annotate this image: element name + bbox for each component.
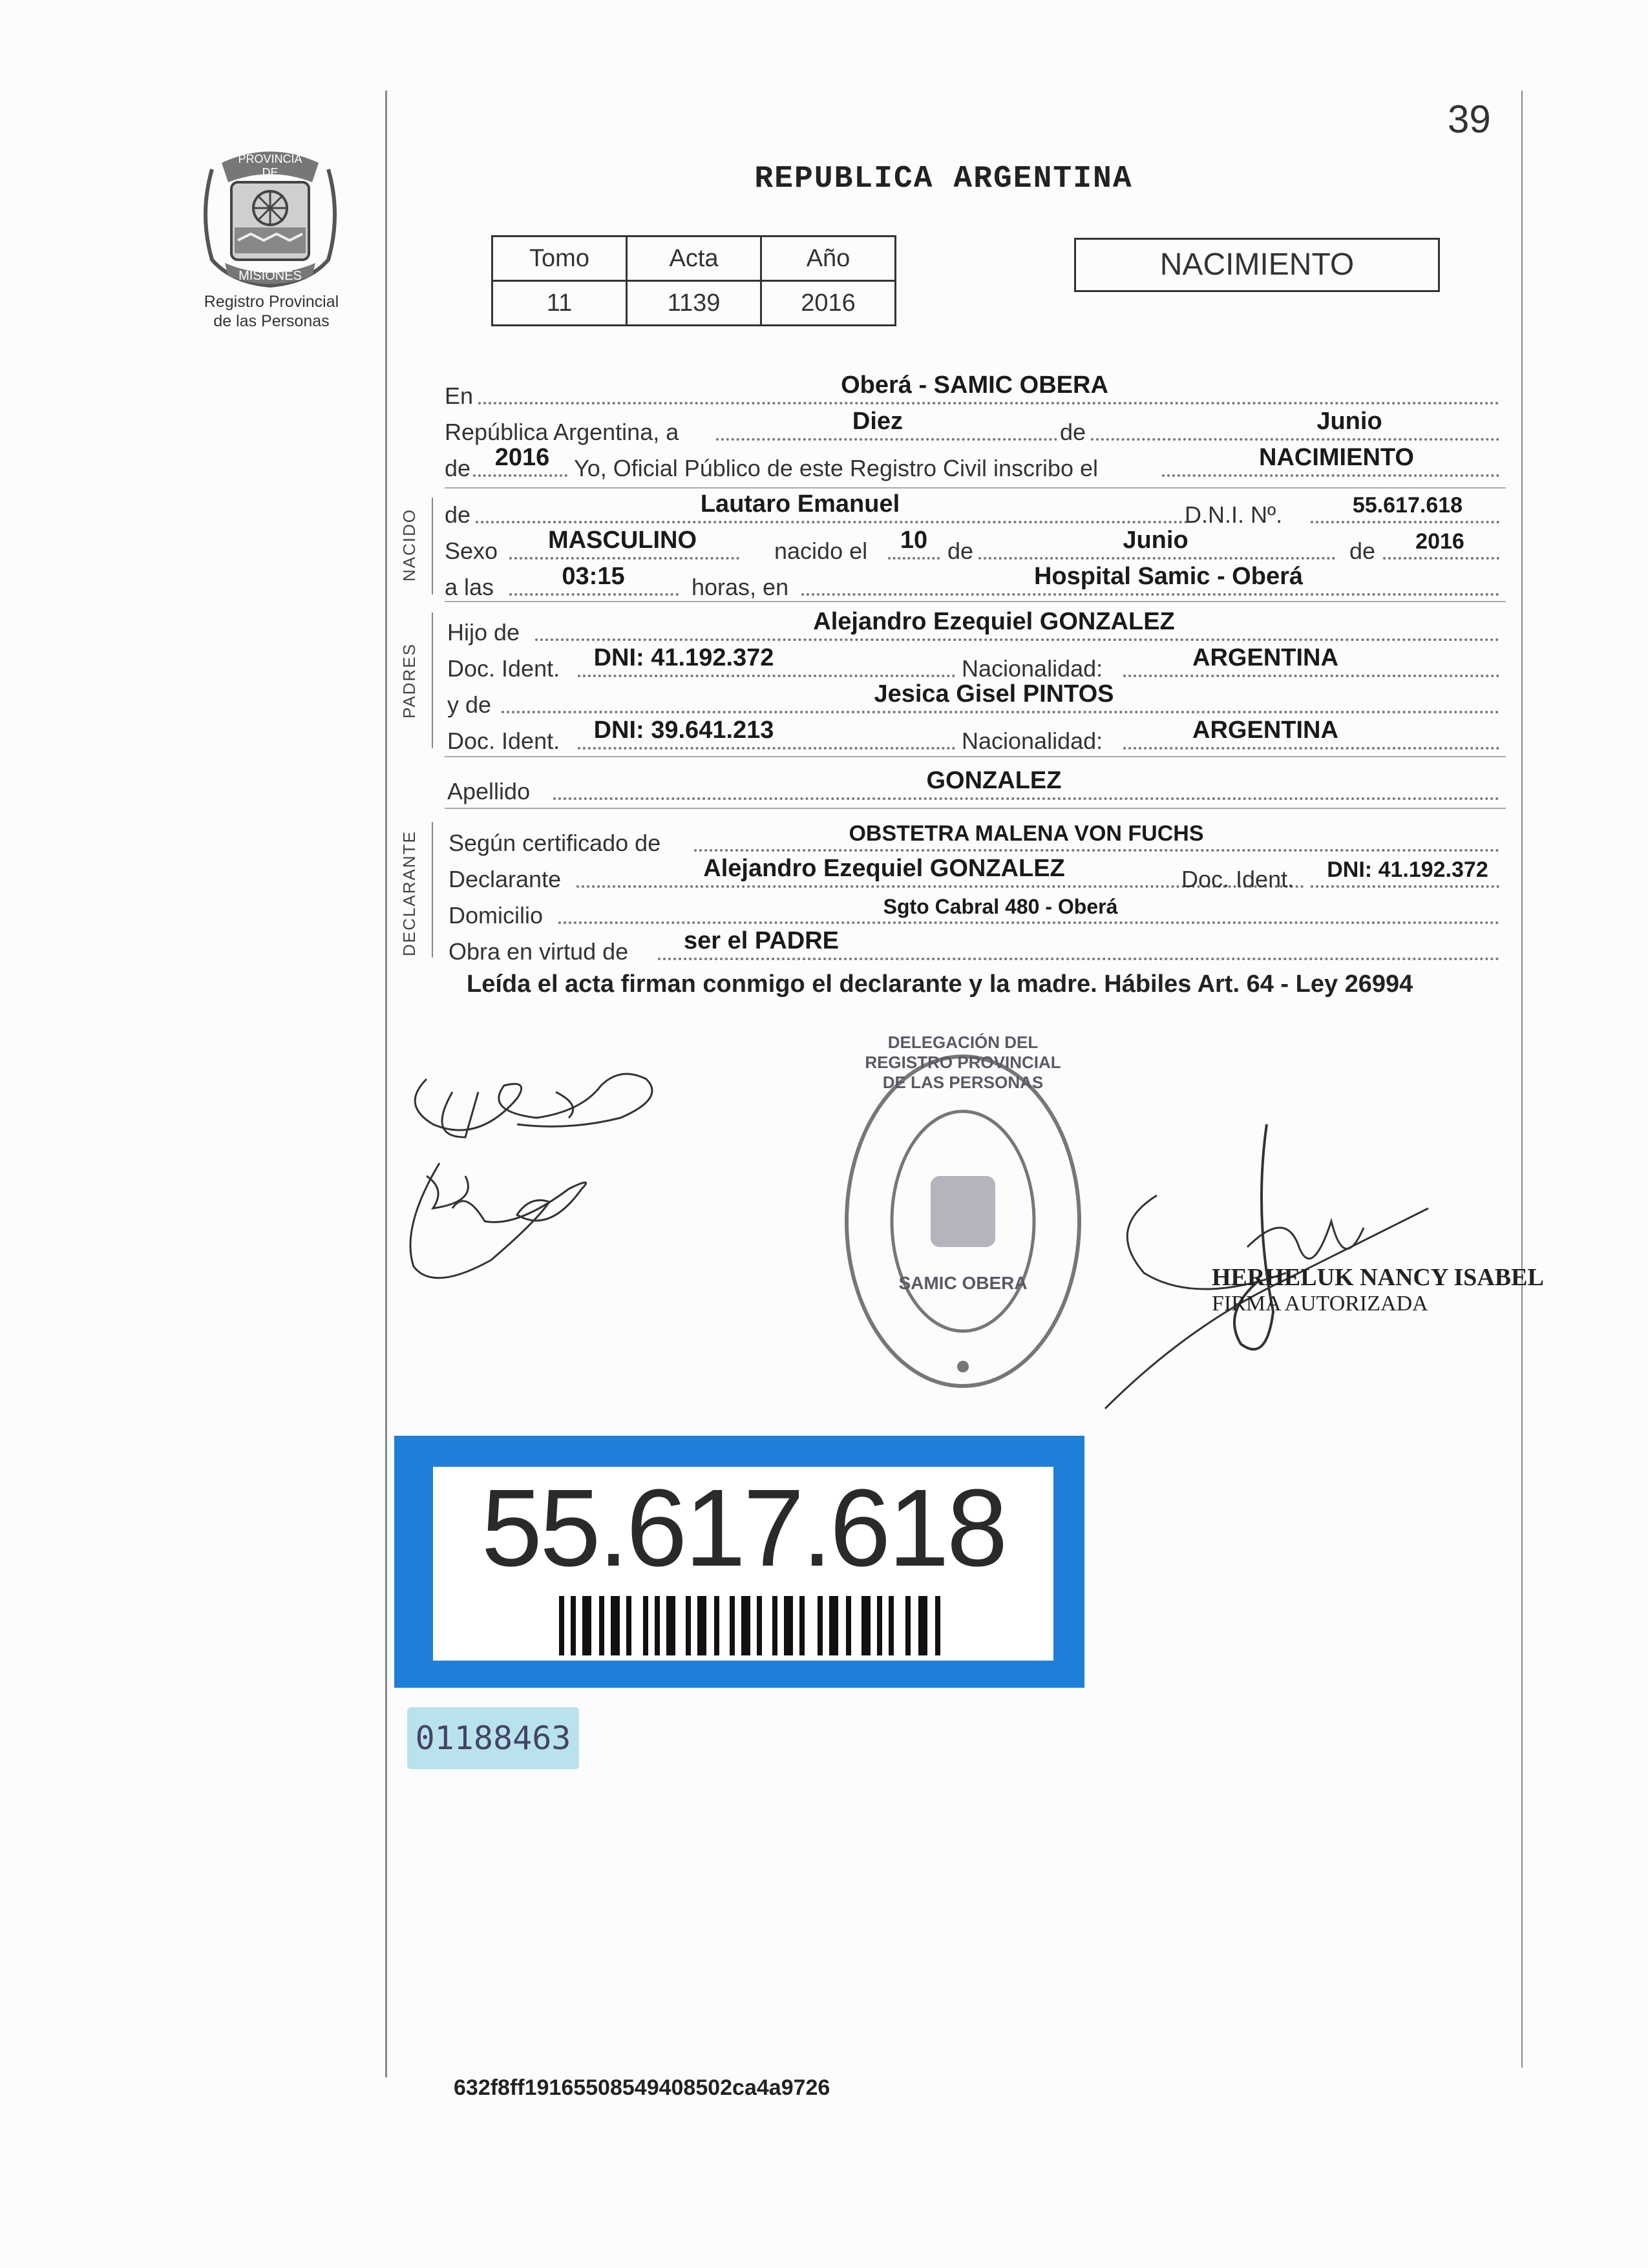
en-value: Oberá - SAMIC OBERA <box>841 372 1108 399</box>
a-las-label: a las <box>445 574 494 600</box>
row-y-de <box>445 682 1499 721</box>
mother-dni: DNI: 39.641.213 <box>593 717 774 744</box>
registry-label <box>174 292 368 331</box>
provincial-seal <box>193 143 348 292</box>
row-apellido <box>445 769 1499 808</box>
nacido-de-label: de <box>445 501 471 528</box>
sexo-de2-label: de <box>1349 538 1376 564</box>
id-sticker-number: 55.617.618 <box>481 1467 1006 1590</box>
official-role: FIRMA AUTORIZADA <box>1212 1292 1428 1316</box>
declarante-label: Declarante <box>449 866 562 892</box>
mother-name: Jesica Gisel PINTOS <box>874 680 1114 708</box>
birth-time: 03:15 <box>562 563 625 590</box>
hijo-de-label: Hijo de <box>447 619 520 646</box>
delegation-stamp <box>834 1033 1092 1402</box>
left-margin-line <box>385 90 387 2077</box>
row-en <box>445 373 1499 412</box>
header-tomo: Tomo <box>492 236 627 281</box>
row-year <box>445 446 1499 485</box>
declarant-dni: DNI: 41.192.372 <box>1327 857 1488 882</box>
row-obra <box>445 929 1499 968</box>
registry-table <box>491 235 896 326</box>
inscribo-text: Yo, Oficial Público de este Registro Civil inscribo el <box>574 455 1099 481</box>
declarante-doc-label: Doc. Ident. <box>1181 866 1294 892</box>
mother-signature <box>388 1150 607 1292</box>
value-acta: 1139 <box>627 281 761 326</box>
dni-label: D.N.I. Nº. <box>1185 501 1283 528</box>
year-de-label: de <box>445 455 471 481</box>
sexo-label: Sexo <box>445 538 498 564</box>
separator-2 <box>445 601 1506 602</box>
domicilio-label: Domicilio <box>449 902 544 929</box>
father-nationality: ARGENTINA <box>1192 644 1338 671</box>
declarant-name: Alejandro Ezequiel GONZALEZ <box>703 855 1065 882</box>
row-segun <box>445 821 1499 859</box>
row-doc1 <box>445 646 1499 685</box>
row-domicilio <box>445 893 1499 932</box>
birth-year: 2016 <box>1415 529 1464 554</box>
inscribo-value: NACIMIENTO <box>1259 444 1414 471</box>
sexo-value: MASCULINO <box>547 527 697 554</box>
father-name: Alejandro Ezequiel GONZALEZ <box>813 608 1175 635</box>
registry-label-line1: Registro Provincial <box>204 293 339 311</box>
stamp-ring-icon <box>834 1040 1092 1402</box>
y-de-label: y de <box>447 691 492 718</box>
doc1-nac-label: Nacionalidad: <box>962 655 1103 682</box>
doc2-nac-label: Nacionalidad: <box>962 728 1103 754</box>
id-sticker-inner <box>433 1467 1053 1661</box>
section-nacido: NACIDO <box>399 508 419 582</box>
separator-4 <box>445 808 1506 809</box>
row-hijo-de <box>445 610 1499 649</box>
address: Sgto Cabral 480 - Oberá <box>883 895 1118 918</box>
row-nacido-de <box>445 492 1499 531</box>
en-label: En <box>445 383 474 409</box>
closing-statement: Leída el acta firman conmigo el declarante y la madre. Hábiles Art. 64 - Ley 26994 <box>467 971 1413 998</box>
obra-label: Obra en virtud de <box>449 938 629 965</box>
page-number: 39 <box>1448 98 1491 141</box>
stamp-inner-text: SAMIC OBERA <box>898 1273 1028 1293</box>
republica-de-label: de <box>1060 419 1086 445</box>
registry-label-line2: de las Personas <box>213 312 330 330</box>
seal-bottom-text: MISIONES <box>238 269 302 283</box>
official-stamp <box>1212 1263 1544 1316</box>
year-value: 2016 <box>494 444 550 471</box>
apellido-label: Apellido <box>447 778 531 804</box>
value-tomo: 11 <box>492 281 627 326</box>
birth-place: Hospital Samic - Oberá <box>1033 563 1303 590</box>
section-declarante: DECLARANTE <box>399 830 419 956</box>
father-dni: DNI: 41.192.372 <box>593 644 774 671</box>
birth-month: Junio <box>1123 527 1188 554</box>
separator-1 <box>445 487 1506 488</box>
child-name: Lautaro Emanuel <box>700 490 900 518</box>
republica-month: Junio <box>1316 408 1382 435</box>
right-margin-line <box>1521 90 1523 2068</box>
doc2-label: Doc. Ident. <box>447 728 560 754</box>
mother-nationality: ARGENTINA <box>1192 717 1338 744</box>
obra-value: ser el PADRE <box>683 927 840 954</box>
republica-day: Diez <box>852 408 903 435</box>
certifier: OBSTETRA MALENA VON FUCHS <box>849 821 1204 846</box>
id-sticker <box>394 1436 1084 1688</box>
official-name: HERHELUK NANCY ISABEL <box>1212 1264 1544 1291</box>
header-acta: Acta <box>627 236 761 281</box>
row-hora <box>445 565 1499 604</box>
birth-day: 10 <box>900 527 928 554</box>
seal-arc-text: PROVINCIA DE <box>238 152 302 179</box>
segun-label: Según certificado de <box>449 830 661 856</box>
row-sexo <box>445 529 1499 567</box>
value-ano: 2016 <box>761 281 896 326</box>
row-republica <box>445 410 1499 448</box>
section-padres: PADRES <box>399 643 419 719</box>
separator-3 <box>445 756 1506 757</box>
barcode-icon <box>559 1596 947 1655</box>
sexo-de1-label: de <box>947 538 974 564</box>
document-hash: 632f8ff19165508549408502ca4a9726 <box>454 2075 830 2100</box>
padres-bracket <box>432 613 433 748</box>
row-doc2 <box>445 719 1499 757</box>
doc1-label: Doc. Ident. <box>447 655 560 682</box>
row-declarante <box>445 857 1499 896</box>
child-dni: 55.617.618 <box>1352 493 1463 518</box>
surname: GONZALEZ <box>926 767 1062 794</box>
stamp-outer-text: DELEGACIÓN DEL REGISTRO PROVINCIAL DE LAS PERSONAS <box>865 1033 1061 1092</box>
nacido-bracket <box>432 498 433 594</box>
document-title: REPUBLICA ARGENTINA <box>754 162 1133 196</box>
republica-label: República Argentina, a <box>445 419 679 445</box>
nacido-el-label: nacido el <box>774 538 868 564</box>
declarante-bracket <box>432 822 433 958</box>
control-label: 01188463 <box>407 1707 579 1769</box>
horas-label: horas, en <box>692 574 789 600</box>
header-ano: Año <box>761 236 896 281</box>
act-type-box: NACIMIENTO <box>1074 238 1440 292</box>
